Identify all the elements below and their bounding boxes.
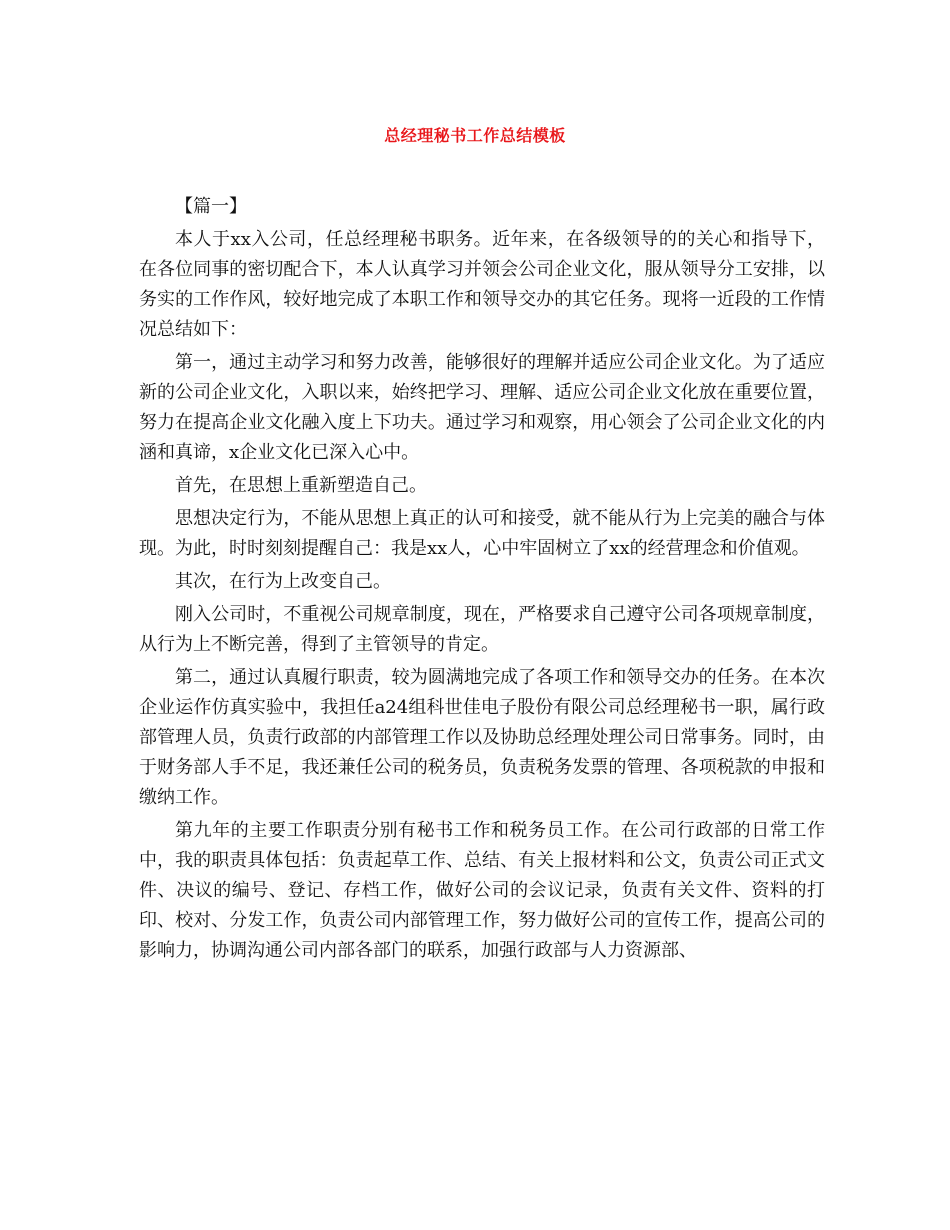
paragraph: 思想决定行为，不能从思想上真正的认可和接受，就不能从行为上完美的融合与体现。为此，时时刻刻提醒自己：我是xx人，心中牢固树立了xx的经营理念和价值观。 [139, 508, 825, 559]
paragraph: 第九年的主要工作职责分别有秘书工作和税务员工作。在公司行政部的日常工作中，我的职责具体包括：负责起草工作、总结、有关上报材料和公文，负责公司正式文件、决议的编号、登记、存档工作，做好公司的会议记录，负责有关文件、资料的打印、校对、分发工作，负责公司内部管理工作，努力做好公司的宣传工作，提高公司的影响力，协调沟通公司内部各部门的联系，加强行政部与人力资源部、 [139, 820, 825, 961]
paragraph-section-heading: 【篇一】 [175, 196, 247, 217]
paragraph: 第一，通过主动学习和努力改善，能够很好的理解并适应公司企业文化。为了适应新的公司企业文化，入职以来，始终把学习、理解、适应公司企业文化放在重要位置，努力在提高企业文化融入度上下功夫。通过学习和观察，用心领会了公司企业文化的内涵和真谛，x企业文化已深入心中。 [139, 352, 825, 463]
paragraph: 首先，在思想上重新塑造自己。 [175, 475, 427, 496]
document-body [139, 192, 825, 969]
paragraph: 刚入公司时，不重视公司规章制度，现在，严格要求自己遵守公司各项规章制度，从行为上不断完善，得到了主管领导的肯定。 [139, 604, 825, 655]
paragraph: 第二，通过认真履行职责，较为圆满地完成了各项工作和领导交办的任务。在本次企业运作仿真实验中，我担任a24组科世佳电子股份有限公司总经理秘书一职，属行政部管理人员，负责行政部的内部管理工作以及协助总经理处理公司日常事务。同时，由于财务部人手不足，我还兼任公司的税务员，负责税务发票的管理、各项税款的申报和缴纳工作。 [139, 667, 825, 808]
document-title: 总经理秘书工作总结模板 [384, 126, 566, 145]
paragraph: 本人于xx入公司，任总经理秘书职务。近年来，在各级领导的的关心和指导下，在各位同事的密切配合下，本人认真学习并领会公司企业文化，服从领导分工安排，以务实的工作作风，较好地完成了本职工作和领导交办的其它任务。现将一近段的工作情况总结如下： [139, 229, 825, 340]
paragraph: 其次，在行为上改变自己。 [175, 571, 391, 592]
